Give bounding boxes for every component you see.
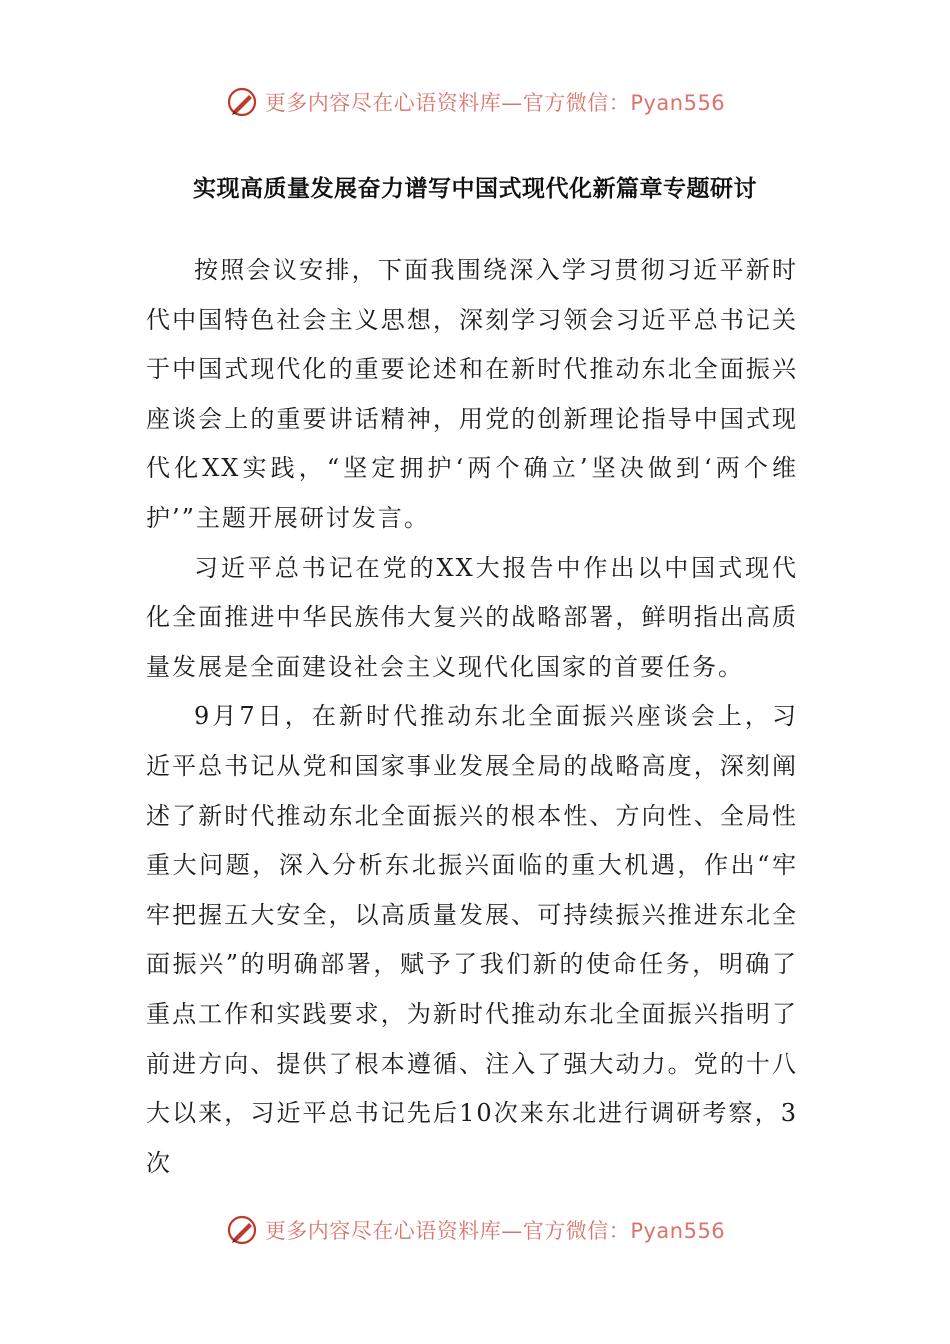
paragraph: 按照会议安排，下面我围绕深入学习贯彻习近平新时代中国特色社会主义思想，深刻学习领会习近平总书记关于中国式现代化的重要论述和在新时代推动东北全面振兴座谈会上的重要讲话精神，用党的创新理论指导中国式现代化XX实践，“坚定拥护‘两个确立’坚决做到‘两个维护’”主题开展研讨发言。 bbox=[146, 256, 798, 532]
watermark-text: 更多内容尽在心语资料库—官方微信：Pyan556 bbox=[264, 91, 726, 115]
footer-watermark bbox=[0, 1208, 950, 1252]
paragraph: 习近平总书记在党的XX大报告中作出以中国式现代化全面推进中华民族伟大复兴的战略部署，鲜明指出高质量发展是全面建设社会主义现代化国家的首要任务。 bbox=[146, 553, 798, 681]
pen-logo-icon bbox=[225, 1213, 259, 1247]
document-title: 实现高质量发展奋力谱写中国式现代化新篇章专题研讨 bbox=[193, 176, 757, 202]
watermark-text: 更多内容尽在心语资料库—官方微信：Pyan556 bbox=[264, 1219, 726, 1243]
pen-logo-icon bbox=[225, 85, 259, 119]
header-watermark bbox=[0, 80, 950, 124]
paragraph: 9月7日，在新时代推动东北全面振兴座谈会上，习近平总书记从党和国家事业发展全局的战略高度，深刻阐述了新时代推动东北全面振兴的根本性、方向性、全局性重大问题，深入分析东北振兴面临的重大机遇，作出“牢牢把握五大安全，以高质量发展、可持续振兴推进东北全面振兴”的明确部署，赋予了我们新的使命任务，明确了重点工作和实践要求，为新时代推动东北全面振兴指明了前进方向、提供了根本遵循、注入了强大动力。党的十八大以来，习近平总书记先后10次来东北进行调研考察，3次 bbox=[146, 702, 798, 1177]
document-body bbox=[146, 246, 798, 1188]
